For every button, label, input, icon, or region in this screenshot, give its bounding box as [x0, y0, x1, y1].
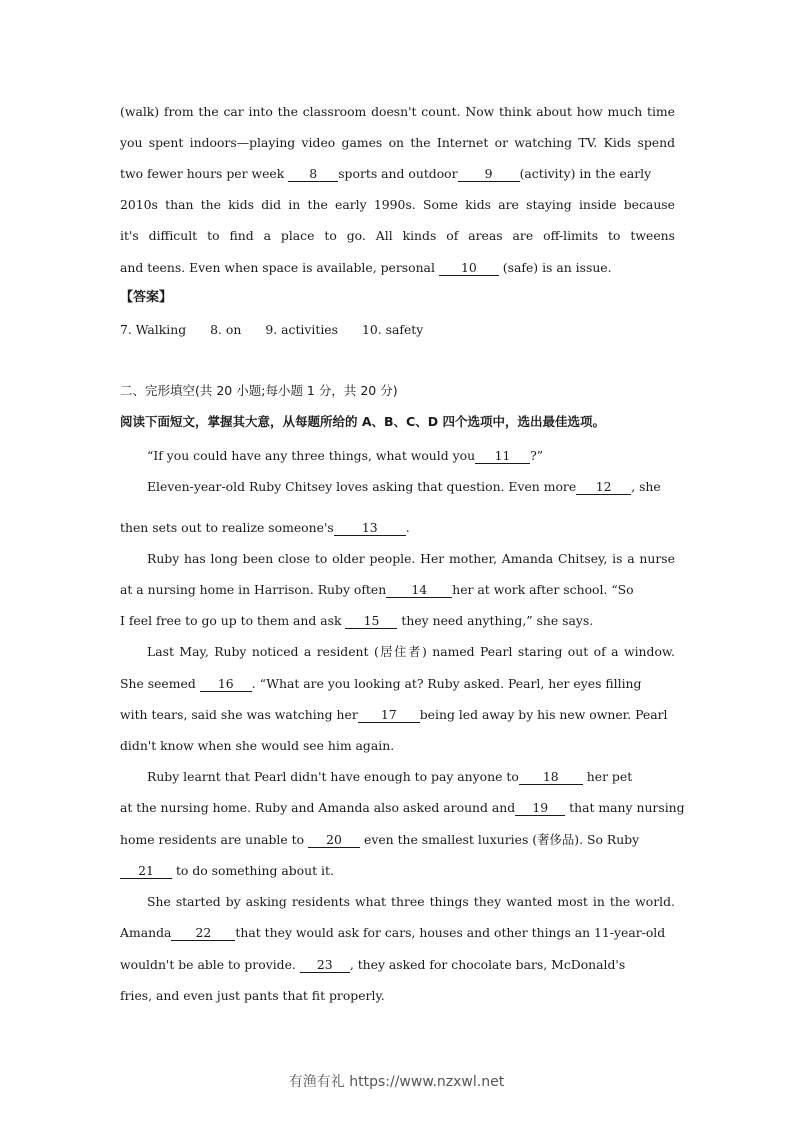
text-line: She seemed 16 . “What are you looking at? Ruby asked. Pearl, her eyes filling [120, 676, 642, 691]
text-line: it's difficult to find a place to go. All kinds of areas are off-limits to tweens [120, 228, 675, 243]
text-line: I feel free to go up to them and ask 15 they need anything,” she says. [120, 613, 594, 628]
section-title: 二、完形填空(共 20 小题;每小题 1 分，共 20 分) [120, 383, 398, 398]
blank-14: 14 [386, 583, 452, 598]
answer-list [120, 322, 675, 338]
text-line: Amanda 22 that they would ask for cars, houses and other things an 11-year-old [120, 925, 666, 940]
text-line: wouldn't be able to provide. 23 , they asked for chocolate bars, McDonald's [120, 957, 626, 972]
answer-item: 8. on [210, 322, 242, 337]
text-line: 21 to do something about it. [120, 863, 675, 879]
blank-12: 12 [576, 480, 631, 495]
blank-9: 9 [458, 167, 520, 182]
text-line: then sets out to realize someone's 13 . [120, 520, 410, 535]
text-line: Ruby learnt that Pearl didn't have enough to pay anyone to 18 her pet [147, 769, 633, 784]
text-line: She started by asking residents what three things they wanted most in the world. [147, 894, 675, 909]
blank-21: 21 [120, 864, 172, 879]
text-line: with tears, said she was watching her 17 being led away by his new owner. Pearl [120, 707, 668, 722]
text-line: (walk) from the car into the classroom doesn't count. Now think about how much time [120, 104, 675, 119]
blank-23: 23 [300, 958, 350, 973]
answer-heading: 【答案】 [120, 290, 173, 305]
watermark-footer: 有渔有礼 https://www.nzxwl.net [288, 1074, 505, 1090]
text-line: Ruby has long been close to older people. Her mother, Amanda Chitsey, is a nurse [147, 551, 675, 566]
blank-8: 8 [288, 167, 338, 182]
text-line: at the nursing home. Ruby and Amanda also asked around and 19 that many nursing [120, 800, 685, 815]
blank-20: 20 [308, 833, 360, 848]
text-line: “If you could have any three things, what would you 11 ?” [147, 448, 544, 463]
blank-10: 10 [439, 261, 499, 276]
blank-19: 19 [515, 801, 565, 816]
text-line: two fewer hours per week 8 sports and outdoor 9 (activity) in the early [120, 166, 652, 181]
text-line: and teens. Even when space is available, personal 10 (safe) is an issue. [120, 260, 612, 275]
answer-item: 10. safety [362, 322, 424, 337]
text-line: home residents are unable to 20 even the smallest luxuries (奢侈品). So Ruby [120, 832, 640, 847]
text-line: 2010s than the kids did in the early 1990s. Some kids are staying inside because [120, 197, 675, 212]
answer-item: 9. activities [265, 322, 338, 337]
blank-13: 13 [334, 521, 406, 536]
blank-15: 15 [345, 614, 397, 629]
text-line: fries, and even just pants that fit properly. [120, 988, 385, 1003]
blank-11: 11 [475, 449, 530, 464]
blank-17: 17 [358, 708, 420, 723]
text-line: Eleven-year-old Ruby Chitsey loves asking that question. Even more 12 , she [147, 479, 661, 494]
text-line: at a nursing home in Harrison. Ruby often 14 her at work after school. “So [120, 582, 634, 597]
blank-16: 16 [200, 677, 252, 692]
text-line: Last May, Ruby noticed a resident (居住者) named Pearl staring out of a window. [147, 644, 675, 659]
text-line: you spent indoors—playing video games on the Internet or watching TV. Kids spend [120, 135, 675, 150]
blank-18: 18 [519, 770, 583, 785]
text-line: didn't know when she would see him again. [120, 738, 395, 753]
blank-22: 22 [171, 926, 235, 941]
section-instruction: 阅读下面短文，掌握其大意，从每题所给的 A、B、C、D 四个选项中，选出最佳选项。 [120, 414, 605, 429]
answer-item: 7. Walking [120, 322, 187, 337]
